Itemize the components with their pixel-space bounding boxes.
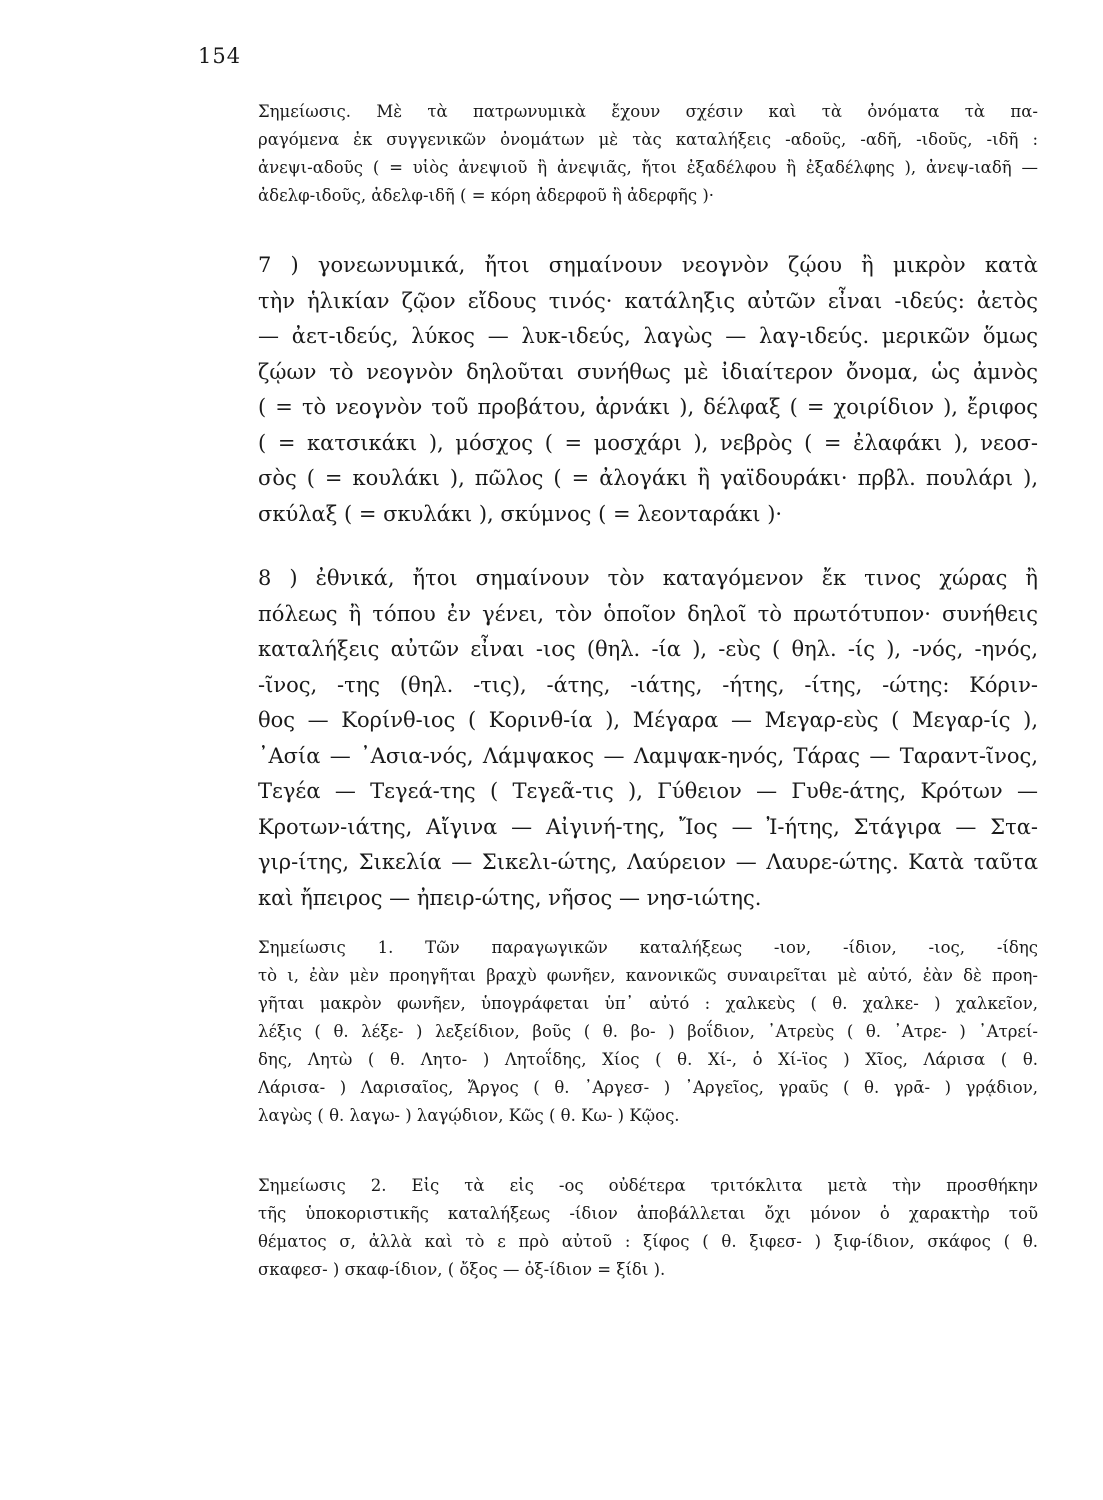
text-line: σὸς ( = κουλάκι ), πῶλος ( = ἀλογάκι ἢ γαϊδουράκι· πρβλ. πουλάρι ), xyxy=(258,466,1038,490)
note-2 xyxy=(258,1172,1038,1284)
text-line: σκαφεσ- ) σκαφ-ίδιον, ( ὄξος — ὀξ-ίδιον = ξίδι ). xyxy=(258,1260,666,1279)
note-1 xyxy=(258,934,1038,1130)
text-line: τὴν ἡλικίαν ζῷον εἴδους τινός· κατάληξις αὐτῶν εἶναι -ιδεύς: ἀετὸς xyxy=(258,288,1038,313)
text-line: πόλεως ἢ τόπου ἐν γένει, τὸν ὁποῖον δηλοῖ τὸ πρωτότυπον· συνήθεις xyxy=(258,601,1038,626)
text-line: δης, Λητὼ ( θ. Λητο- ) Λητοΐδης, Χίος ( θ. Χί-, ὁ Χί-ϊος ) Χῖος, Λάρισα ( θ. xyxy=(258,1050,1038,1069)
text-line: 8 ) ἐθνικά, ἤτοι σημαίνουν τὸν καταγόμενον ἔκ τινος χώρας ἢ xyxy=(258,566,1038,590)
text-line: ᾿Ασία — ᾿Ασια-νός, Λάμψακος — Λαμψακ-ηνός, Τάρας — Ταραντ-ῖνος, xyxy=(258,743,1038,768)
text-line: -ῖνος, -της (θηλ. -τις), -άτης, -ιάτης, -ήτης, -ίτης, -ώτης: Κόριν- xyxy=(258,672,1038,697)
text-line: Κροτων-ιάτης, Αἴγινα — Αἰγινή-της, Ἴος — Ἰ-ήτης, Στάγιρα — Στα- xyxy=(258,814,1038,839)
text-line: Σημείωσις 2. Εἰς τὰ εἰς -ος οὐδέτερα τριτόκλιτα μετὰ τὴν προσθήκην xyxy=(258,1176,1038,1195)
section-8-ethnics xyxy=(258,561,1038,916)
text-line: λέξις ( θ. λέξε- ) λεξείδιον, βοῦς ( θ. βο- ) βοΐδιον, ᾿Ατρεὺς ( θ. ᾿Ατρε- ) ᾿Ατρεί- xyxy=(258,1022,1038,1041)
text-line: λαγὼς ( θ. λαγω- ) λαγῴδιον, Κῶς ( θ. Κω- ) Κῷος. xyxy=(258,1106,680,1125)
text-line: 7 ) γονεωνυμικά, ἤτοι σημαίνουν νεογνὸν ζῴου ἢ μικρὸν κατὰ xyxy=(258,253,1038,277)
text-line: Τεγέα — Τεγεά-της ( Τεγεᾶ-τις ), Γύθειον — Γυθε-άτης, Κρότων — xyxy=(258,779,1038,803)
text-line: ἀδελφ-ιδοῦς, ἀδελφ-ιδῆ ( = κόρη ἀδερφοῦ ἢ ἀδερφῆς )· xyxy=(258,186,715,205)
text-line: ζῴων τὸ νεογνὸν δηλοῦται συνήθως μὲ ἰδιαίτερον ὄνομα, ὡς ἀμνὸς xyxy=(258,359,1038,384)
text-line: θέματος σ, ἀλλὰ καὶ τὸ ε πρὸ αὐτοῦ : ξίφος ( θ. ξιφεσ- ) ξιφ-ίδιον, σκάφος ( θ. xyxy=(258,1232,1038,1251)
text-line: — ἀετ-ιδεύς, λύκος — λυκ-ιδεύς, λαγὼς — λαγ-ιδεύς. μερικῶν ὅμως xyxy=(258,324,1038,348)
text-line: γιρ-ίτης, Σικελία — Σικελι-ώτης, Λαύρειον — Λαυρε-ώτης. Κατὰ ταῦτα xyxy=(258,850,1038,874)
page-number: 154 xyxy=(198,44,242,68)
text-line: ( = κατσικάκι ), μόσχος ( = μοσχάρι ), νεβρὸς ( = ἐλαφάκι ), νεοσ- xyxy=(258,430,1038,455)
text-line: καὶ ἤπειρος — ἠπειρ-ώτης, νῆσος — νησ-ιώτης. xyxy=(258,885,762,910)
text-line: Σημείωσις 1. Τῶν παραγωγικῶν καταλήξεως -ιον, -ίδιον, -ιος, -ίδης xyxy=(258,938,1038,957)
text-line: καταλήξεις αὐτῶν εἶναι -ιος (θηλ. -ία ), -εὺς ( θηλ. -ίς ), -νός, -ηνός, xyxy=(258,637,1038,661)
text-line: Λάρισα- ) Λαρισαῖος, Ἄργος ( θ. ᾿Αργεσ- ) ᾿Αργεῖος, γραῦς ( θ. γρᾱ- ) γρᾴδιον, xyxy=(258,1078,1038,1097)
text-line: θος — Κορίνθ-ιος ( Κορινθ-ία ), Μέγαρα — Μεγαρ-εὺς ( Μεγαρ-ίς ), xyxy=(258,708,1038,732)
section-7-goneonymics xyxy=(258,248,1038,532)
text-line: ( = τὸ νεογνὸν τοῦ προβάτου, ἀρνάκι ), δέλφαξ ( = χοιρίδιον ), ἔριφος xyxy=(258,395,1038,419)
text-line: γῆται μακρὸν φωνῆεν, ὑπογράφεται ὑπ᾿ αὐτό : χαλκεὺς ( θ. χαλκε- ) χαλκεῖον, xyxy=(258,994,1038,1013)
text-line: τῆς ὑποκοριστικῆς καταλήξεως -ίδιον ἀποβάλλεται ὄχι μόνον ὁ χαρακτὴρ τοῦ xyxy=(258,1204,1038,1223)
text-line: ἀνεψι-αδοῦς ( = υἱὸς ἀνεψιοῦ ἢ ἀνεψιᾶς, ἤτοι ἐξαδέλφου ἢ ἐξαδέλφης ), ἀνεψ-ιαδῆ — xyxy=(258,158,1038,177)
note-patronymics xyxy=(258,98,1038,210)
text-line: τὸ ι, ἐὰν μὲν προηγῆται βραχὺ φωνῆεν, κανονικῶς συναιρεῖται μὲ αὐτό, ἐὰν δὲ προη- xyxy=(258,966,1038,985)
text-line: ραγόμενα ἐκ συγγενικῶν ὀνομάτων μὲ τὰς καταλήξεις -αδοῦς, -αδῆ, -ιδοῦς, -ιδῆ : xyxy=(258,130,1038,149)
text-line: Σημείωσις. Μὲ τὰ πατρωνυμικὰ ἔχουν σχέσιν καὶ τὰ ὀνόματα τὰ πα- xyxy=(258,102,1038,121)
text-line: σκύλαξ ( = σκυλάκι ), σκύμνος ( = λεονταράκι )· xyxy=(258,501,783,526)
